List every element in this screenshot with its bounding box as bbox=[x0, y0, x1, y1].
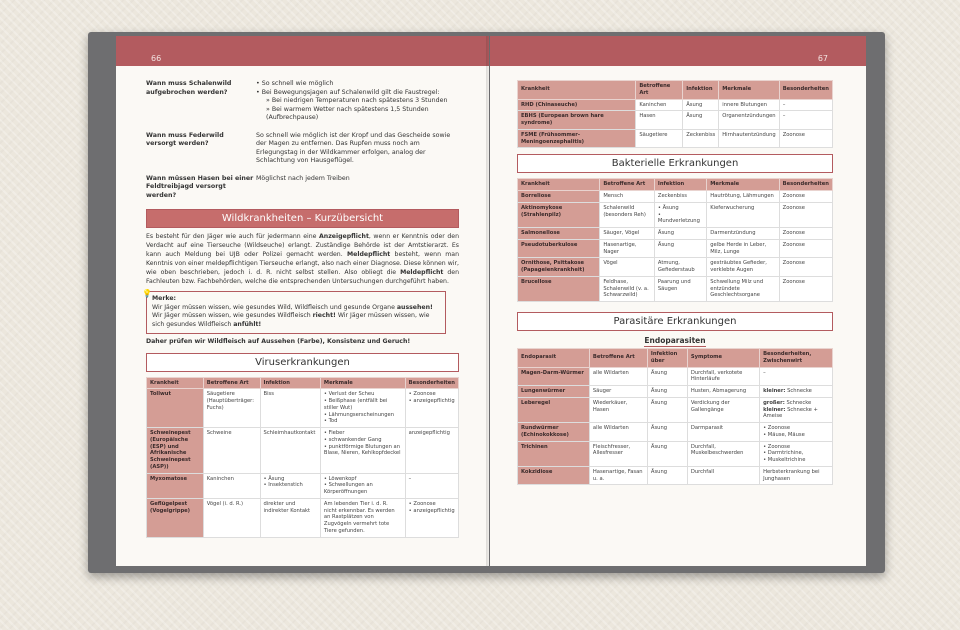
answer bbox=[256, 80, 459, 123]
table-cell: Leberegel bbox=[518, 397, 590, 422]
table-cell: Säuger, Vögel bbox=[600, 228, 655, 240]
table-cell: kleiner: Schnecke bbox=[760, 386, 833, 398]
subsection-heading: Endoparasiten bbox=[644, 336, 706, 345]
table-cell: • Äsung • Mundverletzung bbox=[654, 202, 706, 227]
table-cell: Darmentzündung bbox=[707, 228, 779, 240]
table-cell: Rundwürmer (Echinokokkose) bbox=[518, 423, 590, 442]
table-cell: Schwellung Milz und entzündete Geschlechtsorgane bbox=[707, 276, 779, 301]
table-cell: Wiederkäuer, Hasen bbox=[589, 397, 647, 422]
table-cell: • Zoonose • Darmtrichine, • Muskeltrichine bbox=[760, 441, 833, 466]
question: Wann müssen Hasen bei einer Feldtreibjagd versorgt werden? bbox=[146, 174, 254, 199]
table-cell: Äsung bbox=[654, 239, 706, 258]
table-cell: Hasenartige, Nager bbox=[600, 239, 655, 258]
virus-table-continued bbox=[517, 80, 833, 148]
table-cell: Husten, Abmagerung bbox=[687, 386, 759, 398]
table-cell: Hautrötung, Lähmungen bbox=[707, 191, 779, 203]
table-cell: Herbsterkrankung bei Junghasen bbox=[760, 466, 833, 485]
table-cell: gesträubtes Gefieder, verklebte Augen bbox=[707, 258, 779, 277]
table-cell: Kokzidiose bbox=[518, 466, 590, 485]
table-cell: – bbox=[760, 367, 833, 386]
table-row bbox=[518, 191, 833, 203]
qa-item bbox=[146, 132, 459, 166]
table-row bbox=[518, 397, 833, 422]
column-header: Symptome bbox=[687, 349, 759, 368]
table-cell: RHD (Chinaseuche) bbox=[518, 99, 636, 111]
section-heading: Bakterielle Erkrankungen bbox=[517, 154, 833, 173]
table-cell: anzeigepflichtig bbox=[405, 428, 458, 474]
table-cell: Hasen bbox=[636, 111, 683, 130]
table-cell: Durchfall bbox=[687, 466, 759, 485]
page-header-bar bbox=[490, 36, 866, 66]
question: Wann muss Schalenwild aufgebrochen werden? bbox=[146, 80, 232, 96]
table-cell: – bbox=[779, 99, 832, 111]
table-cell: • Zoonose • anzeigepflichtig bbox=[405, 498, 458, 537]
column-header: Betroffene Art bbox=[636, 81, 683, 100]
table-cell: Säugetiere (Hauptüberträger: Fuchs) bbox=[203, 389, 260, 428]
note-text: Wir Jäger müssen wissen, wie gesundes Wild, Wildfleisch und gesunde Organe aussehen! Wir Jäger müssen wissen, wie gesundes Wildfleisch riecht! Wir Jäger müssen wissen, wie sich gesundes Wildfleisch anfühlt! bbox=[152, 303, 433, 328]
table-cell: Am lebenden Tier i. d. R. nicht erkennbar. Es werden an Rastplätzen von Zugvögeln vermehrt tote Tiere gefunden. bbox=[320, 498, 405, 537]
table-cell: – bbox=[405, 473, 458, 498]
column-header: Betroffene Art bbox=[600, 179, 655, 191]
table-cell: Schweinepest (Europäische (ESP) und Afrikanische Schweinepest (ASP)) bbox=[147, 428, 204, 474]
column-header: Besonderheiten bbox=[779, 179, 832, 191]
table-cell: Magen-Darm-Würmer bbox=[518, 367, 590, 386]
column-header: Krankheit bbox=[518, 81, 636, 100]
table-cell: Mensch bbox=[600, 191, 655, 203]
table-row bbox=[147, 473, 459, 498]
table-row bbox=[518, 99, 833, 111]
table-row bbox=[518, 423, 833, 442]
table-cell: Kaninchen bbox=[203, 473, 260, 498]
table-row bbox=[518, 258, 833, 277]
table-cell: Durchfall, Muskelbeschwerden bbox=[687, 441, 759, 466]
table-cell: Hirnhautentzündung bbox=[719, 129, 779, 148]
table-cell: Schleimhautkontakt bbox=[260, 428, 320, 474]
table-cell: Zeckenbiss bbox=[683, 129, 719, 148]
column-header: Besonderheiten bbox=[779, 81, 832, 100]
table-cell: Äsung bbox=[647, 441, 687, 466]
table-row bbox=[518, 367, 833, 386]
column-header: Infektion bbox=[683, 81, 719, 100]
column-header: Infektion bbox=[260, 377, 320, 389]
table-cell: • Verlust der Scheu • Beißphase (entfällt bei stiller Wut) • Lähmungserscheinungen • Tod bbox=[320, 389, 405, 428]
table-row bbox=[518, 276, 833, 301]
table-cell: Säugetiere bbox=[636, 129, 683, 148]
table-cell: • Äsung • Insektenstich bbox=[260, 473, 320, 498]
table-cell: Kaninchen bbox=[636, 99, 683, 111]
column-header: Besonderheiten bbox=[405, 377, 458, 389]
parasite-table bbox=[517, 348, 833, 485]
column-header: Infektion bbox=[654, 179, 706, 191]
table-cell: Schweine bbox=[203, 428, 260, 474]
lightbulb-icon: 💡 bbox=[142, 288, 152, 298]
table-cell: – bbox=[779, 111, 832, 130]
table-cell: Zoonose bbox=[779, 239, 832, 258]
table-cell: Zoonose bbox=[779, 202, 832, 227]
table-cell: Darmparasit bbox=[687, 423, 759, 442]
table-row bbox=[518, 239, 833, 258]
column-header: Merkmale bbox=[719, 81, 779, 100]
bacteria-table bbox=[517, 178, 833, 302]
table-cell: EBHS (European brown hare syndrome) bbox=[518, 111, 636, 130]
table-cell: Trichinen bbox=[518, 441, 590, 466]
table-cell: Äsung bbox=[647, 397, 687, 422]
table-row bbox=[518, 386, 833, 398]
virus-table bbox=[146, 377, 459, 538]
table-cell: Kieferwucherung bbox=[707, 202, 779, 227]
table-cell: direkter und indirekter Kontakt bbox=[260, 498, 320, 537]
table-cell: Biss bbox=[260, 389, 320, 428]
table-cell: Salmonellose bbox=[518, 228, 600, 240]
table-cell: Paarung und Säugen bbox=[654, 276, 706, 301]
table-row bbox=[147, 498, 459, 537]
table-cell: Borreliose bbox=[518, 191, 600, 203]
table-cell: alle Wildarten bbox=[589, 367, 647, 386]
table-cell: Äsung bbox=[647, 423, 687, 442]
table-cell: Verdickung der Gallengänge bbox=[687, 397, 759, 422]
table-cell: Zoonose bbox=[779, 228, 832, 240]
table-cell: Äsung bbox=[654, 228, 706, 240]
table-cell: • Löwenkopf • Schwellungen an Körperöffnungen bbox=[320, 473, 405, 498]
table-cell: Organentzündungen bbox=[719, 111, 779, 130]
right-page bbox=[490, 36, 866, 566]
column-header: Betroffene Art bbox=[203, 377, 260, 389]
table-cell: Zoonose bbox=[779, 276, 832, 301]
table-row bbox=[518, 441, 833, 466]
column-header: Besonderheiten, Zwischenwirt bbox=[760, 349, 833, 368]
table-cell: Geflügelpest (Vogelgrippe) bbox=[147, 498, 204, 537]
table-cell: • Zoonose • anzeigepflichtig bbox=[405, 389, 458, 428]
table-cell: Brucellose bbox=[518, 276, 600, 301]
table-cell: Äsung bbox=[683, 99, 719, 111]
left-page bbox=[116, 36, 489, 566]
answer-sub-bullet: » Bei niedrigen Temperaturen nach spätestens 3 Stunden bbox=[256, 97, 459, 106]
table-cell: Aktinomykose (Strahlenpilz) bbox=[518, 202, 600, 227]
table-cell: alle Wildarten bbox=[589, 423, 647, 442]
column-header: Krankheit bbox=[147, 377, 204, 389]
table-cell: Äsung bbox=[647, 367, 687, 386]
table-cell: Vögel bbox=[600, 258, 655, 277]
table-cell: Äsung bbox=[647, 386, 687, 398]
answer: So schnell wie möglich ist der Kropf und das Gescheide sowie der Magen zu entfernen. Das Rupfen muss noch am Erlegungstag in der Wildkammer erfolgen, analog der Schlachtung von Hausgeflügel. bbox=[256, 131, 451, 164]
table-cell: innere Blutungen bbox=[719, 99, 779, 111]
table-row bbox=[518, 202, 833, 227]
answer-bullet: • Bei Bewegungsjagen auf Schalenwild gilt die Faustregel: bbox=[256, 89, 459, 98]
table-cell: Äsung bbox=[683, 111, 719, 130]
qa-item bbox=[146, 175, 459, 201]
column-header: Merkmale bbox=[320, 377, 405, 389]
column-header: Betroffene Art bbox=[589, 349, 647, 368]
table-cell: Äsung bbox=[647, 466, 687, 485]
table-cell: FSME (Frühsommer-Meningoenzephalitis) bbox=[518, 129, 636, 148]
table-cell: Feldhase, Schalenwild (v. a. Schwarzwild) bbox=[600, 276, 655, 301]
intro-paragraph: Es besteht für den Jäger wie auch für jedermann eine Anzeigepflicht, wenn er Kenntnis oder den Verdacht auf eine Tierseuche (Wildseuche) erlangt. Zuständige Behörde ist der Amtstierarzt. Es kann auch Meldung bei UJB oder Polizei gemacht werden. Meldepflicht besteht, wenn man Kenntnis von einer meldepflichtigen Tierseuche erlangt, also nach einer Diagnose. Diese können wir, wie oben beschrieben, jedoch i. d. R. nicht selbst stellen. Also obliegt die Meldepflicht den Fachleuten bzw. Fachbehörden, welche die entsprechenden Untersuchungen durchgeführt haben. bbox=[146, 233, 460, 285]
table-cell: Säuger bbox=[589, 386, 647, 398]
page-number: 67 bbox=[817, 54, 828, 63]
page-header-bar bbox=[116, 36, 489, 66]
section-heading: Viruserkrankungen bbox=[146, 353, 459, 372]
table-cell: Tollwut bbox=[147, 389, 204, 428]
table-row bbox=[518, 111, 833, 130]
table-cell: Zeckenbiss bbox=[654, 191, 706, 203]
table-cell: Schalenwild (besonders Reh) bbox=[600, 202, 655, 227]
table-cell: Lungenwürmer bbox=[518, 386, 590, 398]
table-cell: Zoonose bbox=[779, 191, 832, 203]
qa-item bbox=[146, 80, 459, 123]
table-cell: Ornithose, Psittakose (Papageienkrankheit) bbox=[518, 258, 600, 277]
table-cell: Atmung, Gefiederstaub bbox=[654, 258, 706, 277]
section-heading: Parasitäre Erkrankungen bbox=[517, 312, 833, 331]
column-header: Endoparasit bbox=[518, 349, 590, 368]
table-cell: großer: Schnecke kleiner: Schnecke + Ameise bbox=[760, 397, 833, 422]
inspection-note: Daher prüfen wir Wildfleisch auf Aussehen (Farbe), Konsistenz und Geruch! bbox=[146, 337, 411, 345]
page-number: 66 bbox=[151, 54, 162, 63]
table-row bbox=[147, 428, 459, 474]
table-row bbox=[518, 129, 833, 148]
question: Wann muss Federwild versorgt werden? bbox=[146, 131, 224, 147]
table-cell: Durchfall, verkotete Hinterläufe bbox=[687, 367, 759, 386]
answer: Möglichst nach jedem Treiben bbox=[256, 174, 350, 182]
table-cell: Zoonose bbox=[779, 129, 832, 148]
table-cell: Fleischfresser, Allesfresser bbox=[589, 441, 647, 466]
column-header: Krankheit bbox=[518, 179, 600, 191]
section-heading: Wildkrankheiten – Kurzübersicht bbox=[146, 209, 459, 228]
table-row bbox=[518, 466, 833, 485]
table-cell: Myxomatose bbox=[147, 473, 204, 498]
column-header: Infektion über bbox=[647, 349, 687, 368]
column-header: Merkmale bbox=[707, 179, 779, 191]
note-label: Merke: bbox=[152, 294, 177, 302]
answer-sub-bullet: » Bei warmem Wetter nach spätestens 1,5 Stunden (Aufbrechpause) bbox=[256, 106, 459, 123]
table-cell: Pseudotuberkulose bbox=[518, 239, 600, 258]
table-cell: • Fieber • schwankender Gang • punktförmige Blutungen an Blase, Nieren, Kehlkopfdeckel bbox=[320, 428, 405, 474]
answer-bullet: • So schnell wie möglich bbox=[256, 80, 459, 89]
table-cell: Zoonose bbox=[779, 258, 832, 277]
note-box bbox=[142, 288, 446, 334]
table-cell: Hasenartige, Fasan u. a. bbox=[589, 466, 647, 485]
table-cell: gelbe Herde in Leber, Milz, Lunge bbox=[707, 239, 779, 258]
table-cell: Vögel (i. d. R.) bbox=[203, 498, 260, 537]
table-row bbox=[147, 389, 459, 428]
table-row bbox=[518, 228, 833, 240]
table-cell: • Zoonose • Mäuse, Mäuse bbox=[760, 423, 833, 442]
